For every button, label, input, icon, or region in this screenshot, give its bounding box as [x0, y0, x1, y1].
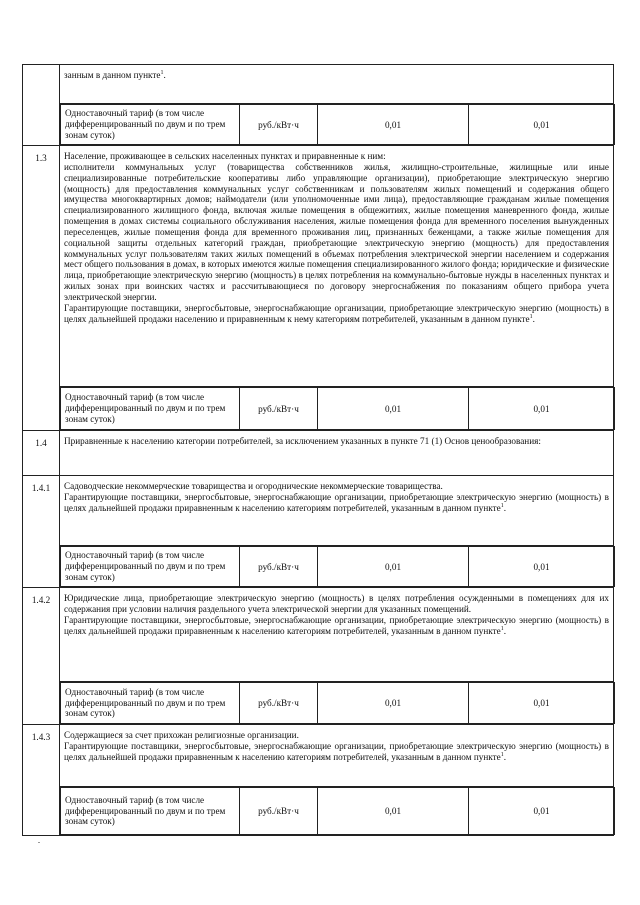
- tariff-values-table: [60, 682, 615, 724]
- section-row-1_4_3: [23, 725, 614, 787]
- tariff-row: [23, 787, 614, 836]
- section-row-1_3: [23, 146, 614, 387]
- tariff-row: [23, 546, 614, 588]
- tariff-values-row: [61, 683, 615, 724]
- tariff-values-row: [61, 547, 615, 587]
- section-row-1_4_1: [23, 476, 614, 546]
- tariff-unit: руб./кВт·ч: [240, 547, 318, 587]
- tariff-value-2: 0,01: [469, 547, 615, 587]
- tariff-cell: [60, 104, 614, 146]
- description-text: Приравненные к населению категории потребителей, за исключением указанных в пункте 71 (1) Основ ценообразования:: [64, 436, 541, 446]
- description-paragraph: Гарантирующие поставщики, энергосбытовые, энергоснабжающие организации, приобретающие электрическую энергию (мощность) в целях дальнейшей продажи приравненным к населению категориям потребителей, указанным в данном пункте$^1$.: [64, 740, 609, 762]
- description-paragraph: Гарантирующие поставщики, энергосбытовые, энергоснабжающие организации, приобретающие электрическую энергию (мощность) в целях дальнейшей продажи приравненным к населению категориям потребителей, указанным в данном пункте$^1$.: [64, 614, 609, 636]
- description-paragraph: [64, 151, 609, 162]
- tariff-values-table: [60, 787, 615, 835]
- tariff-value-2: 0,01: [469, 388, 615, 430]
- tariff-values-row: [61, 105, 615, 145]
- tariff-label: Одноставочный тариф (в том числе дифференцированный по двум и по трем зонам суток): [61, 388, 240, 430]
- tariff-value-2: 0,01: [469, 105, 615, 145]
- footnote-marker: 1: [529, 313, 533, 320]
- tariff-unit: руб./кВт·ч: [240, 105, 318, 145]
- section-row-1_4: [23, 431, 614, 476]
- tariff-table: [22, 64, 614, 836]
- tariff-value-1: 0,01: [318, 683, 469, 724]
- tariff-document-page: [22, 64, 613, 836]
- description-text: Население, проживающее в сельских населенных пунктах и приравненные к ним:: [64, 151, 386, 161]
- tariff-value-1: 0,01: [318, 788, 469, 835]
- tariff-unit: руб./кВт·ч: [240, 388, 318, 430]
- description-text: Содержащиеся за счет прихожан религиозные организации.: [64, 730, 299, 740]
- description-text: Гарантирующие поставщики, энергосбытовые, энергоснабжающие организации, приобретающие электрическую энергию (мощность) в целях дальнейшей продажи приравненным к населению категориям потребителей, указанным в данном пункте: [64, 491, 609, 513]
- tariff-label: Одноставочный тариф (в том числе дифференцированный по двум и по трем зонам суток): [61, 788, 240, 835]
- description-paragraph: занным в данном пункте$^1$.: [64, 69, 166, 80]
- footnote-marker: 1: [160, 69, 164, 76]
- tariff-values-row: [61, 388, 615, 430]
- description-text: Гарантирующие поставщики, энергосбытовые, энергоснабжающие организации, приобретающие электрическую энергию (мощность) в целях дальнейшей продажи населению и приравненным к нему категориям потребителей, указанным в данном пункте: [64, 302, 609, 324]
- section-row-1_4_2: [23, 588, 614, 682]
- section-row-cont: [23, 65, 614, 104]
- section-number: 1.4.1: [23, 476, 60, 588]
- description-paragraph: [64, 481, 609, 492]
- tariff-value-1: 0,01: [318, 388, 469, 430]
- description-text: Гарантирующие поставщики, энергосбытовые, энергоснабжающие организации, приобретающие электрическую энергию (мощность) в целях дальнейшей продажи приравненным к населению категориям потребителей, указанным в данном пункте: [64, 614, 609, 636]
- scan-mark: [38, 842, 40, 843]
- tariff-row: [23, 104, 614, 146]
- section-description: [60, 588, 614, 682]
- tariff-value-1: 0,01: [318, 547, 469, 587]
- description-text: Гарантирующие поставщики, энергосбытовые, энергоснабжающие организации, приобретающие электрическую энергию (мощность) в целях дальнейшей продажи приравненным к населению категориям потребителей, указанным в данном пункте: [64, 740, 609, 762]
- footnote-marker: 1: [500, 625, 504, 632]
- footnote-marker: 1: [500, 502, 504, 509]
- tariff-label: Одноставочный тариф (в том числе дифференцированный по двум и по трем зонам суток): [61, 683, 240, 724]
- section-number: 1.4.3: [23, 725, 60, 836]
- tariff-value-1: 0,01: [318, 105, 469, 145]
- section-description: [60, 431, 614, 476]
- description-paragraph: Гарантирующие поставщики, энергосбытовые, энергоснабжающие организации, приобретающие электрическую энергию (мощность) в целях дальнейшей продажи приравненным к населению категориям потребителей, указанным в данном пункте$^1$.: [64, 491, 609, 513]
- description-paragraph: [64, 436, 609, 447]
- tariff-value-2: 0,01: [469, 788, 615, 835]
- tariff-row: [23, 682, 614, 725]
- tariff-values-table: [60, 387, 615, 430]
- description-paragraph: [64, 162, 609, 303]
- tariff-cell: [60, 787, 614, 836]
- tariff-cell: [60, 387, 614, 431]
- section-description: [60, 146, 614, 387]
- description-text: Садоводческие некоммерческие товарищества и огороднические некоммерческие товарищества.: [64, 481, 443, 491]
- tariff-table-body: [23, 65, 614, 836]
- description-paragraph: [64, 730, 609, 741]
- tariff-value-2: 0,01: [469, 683, 615, 724]
- description-text: занным в данном пункте: [64, 70, 161, 80]
- section-number: 1.3: [23, 146, 60, 431]
- tariff-cell: [60, 682, 614, 725]
- tariff-label: Одноставочный тариф (в том числе дифференцированный по двум и по трем зонам суток): [61, 547, 240, 587]
- section-number: 1.4: [23, 431, 60, 476]
- section-number: 1.4.2: [23, 588, 60, 725]
- tariff-values-table: [60, 546, 615, 587]
- description-paragraph: [64, 593, 609, 615]
- section-description: [60, 476, 614, 546]
- description-paragraph: Гарантирующие поставщики, энергосбытовые, энергоснабжающие организации, приобретающие электрическую энергию (мощность) в целях дальнейшей продажи населению и приравненным к нему категориям потребителей, указанным в данном пункте$^1$.: [64, 302, 609, 324]
- tariff-values-table: [60, 104, 615, 145]
- section-number: [23, 65, 60, 146]
- footnote-marker: 1: [500, 751, 504, 758]
- tariff-unit: руб./кВт·ч: [240, 788, 318, 835]
- tariff-row: [23, 387, 614, 431]
- tariff-unit: руб./кВт·ч: [240, 683, 318, 724]
- tariff-label: Одноставочный тариф (в том числе дифференцированный по двум и по трем зонам суток): [61, 105, 240, 145]
- section-description: [60, 65, 614, 104]
- description-text: исполнители коммунальных услуг (товарищества собственников жилья, жилищно-строительные, жилищные или иные специализированные потребительские кооперативы либо управляющие организации), приобретающие электрическую энергию (мощность) для предоставления коммунальных услуг собственникам и пользователям жилых помещений и содержания общего имущества многоквартирных домов; наймодатели (или уполномоченные ими лица), предоставляющие гражданам жилые помещения специализированного жилищного фонда, включая жилые помещения в общежитиях, жилые помещения маневренного фонда, жилые помещения в домах системы социального обслуживания населения, жилые помещения фонда для временного поселения вынужденных переселенцев, жилые помещения фонда для временного проживания лиц, признанных беженцами, а также жилые помещения для социальной защиты отдельных категорий граждан, приобретающие электрическую энергию (мощность) для предоставления коммунальных услуг пользователям таких жилых помещений в объемах потребления электрической энергии населением и содержания мест общего пользования в домах, в которых имеются жилые помещения специализированного жилого фонда; юридические и физические лица, приобретающие электрическую энергию (мощность) в целях потребления на коммунально-бытовые нужды в населенных пунктах и жилых зонах при воинских частях и рассчитывающиеся по договору энергоснабжения по показаниям общего прибора учета электрической энергии.: [64, 161, 609, 302]
- tariff-cell: [60, 546, 614, 588]
- description-text: Юридические лица, приобретающие электрическую энергию (мощность) в целях потребления осужденными в помещениях для их содержания при условии наличия раздельного учета электрической энергии для указанных помещений.: [64, 593, 609, 614]
- tariff-values-row: [61, 788, 615, 835]
- section-description: [60, 725, 614, 787]
